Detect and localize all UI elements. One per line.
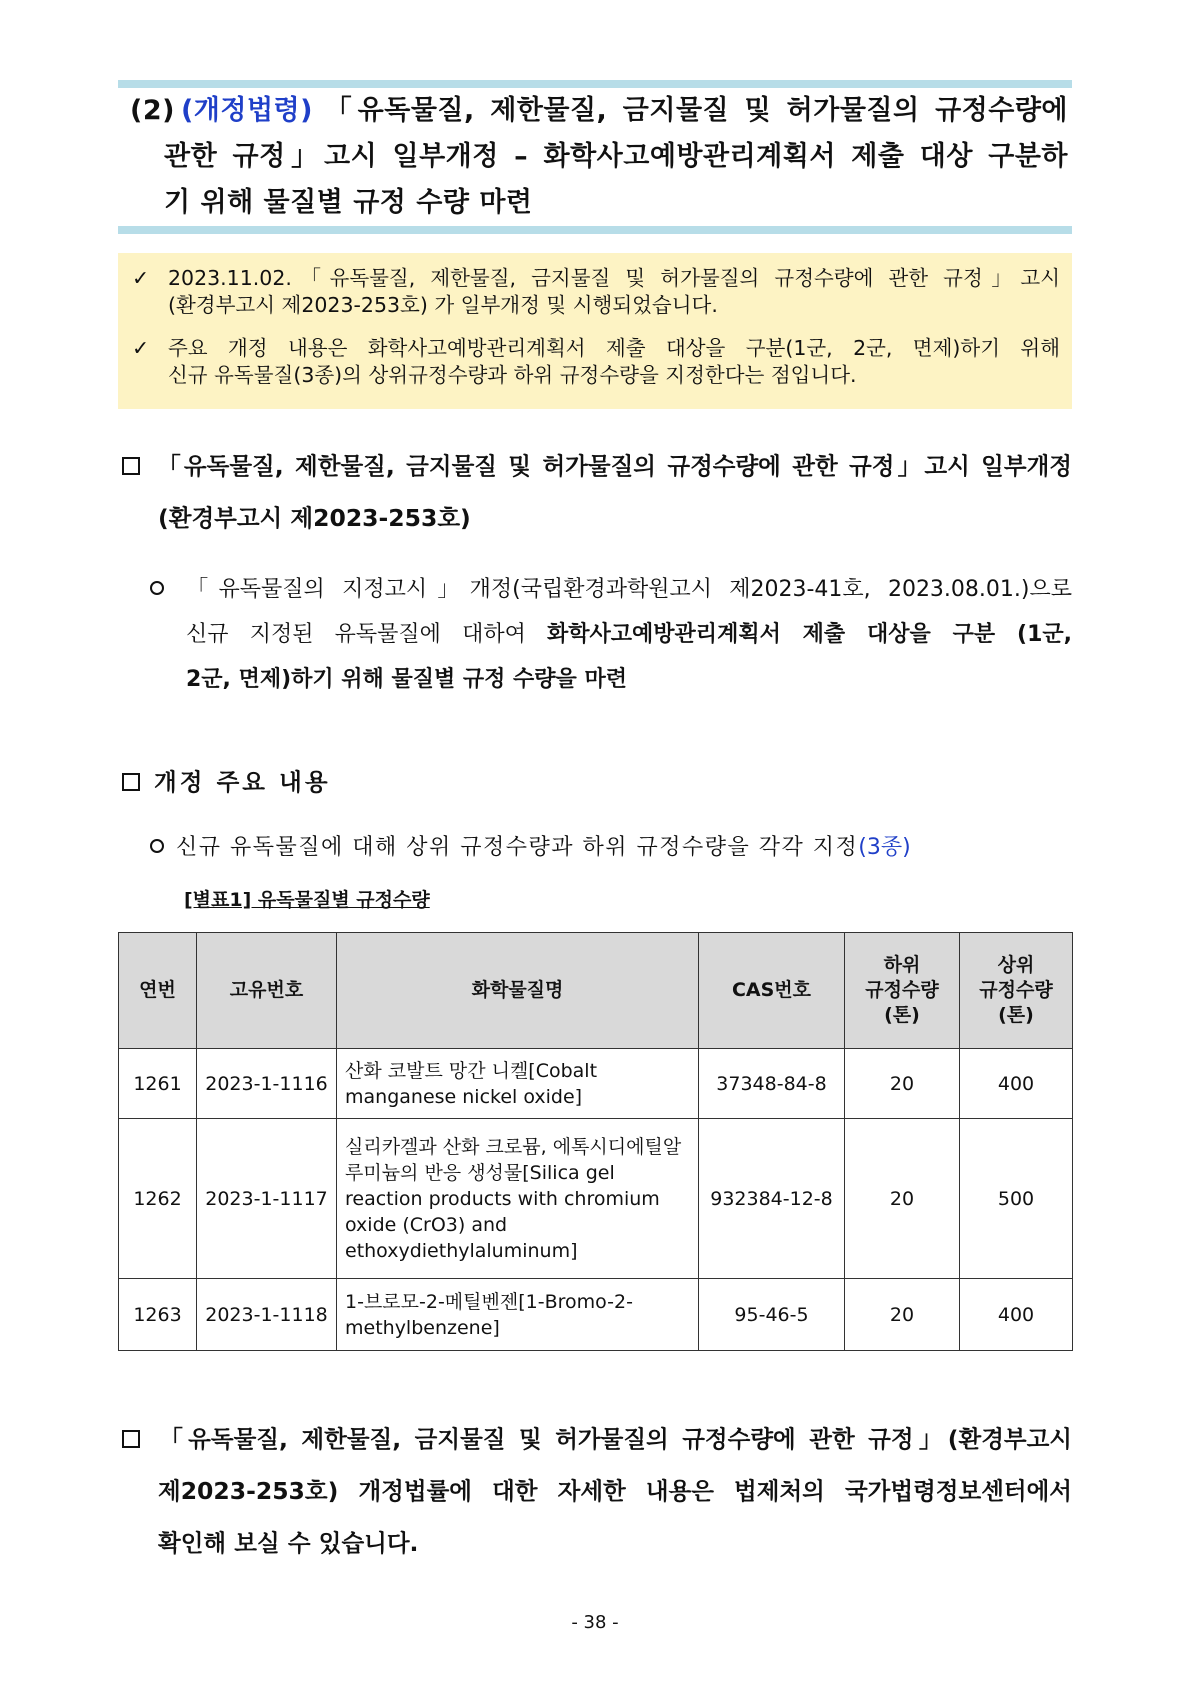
- section-2-heading: [118, 756, 1072, 808]
- col-header-cas: CAS번호: [699, 933, 845, 1049]
- section-1-heading: [118, 440, 1072, 544]
- cell-cas: 932384-12-8: [699, 1119, 845, 1279]
- heading-bottom-bar: [118, 226, 1072, 234]
- para1-line1: 「유독물질의 지정고시」개정(국립환경과학원고시 제2023-41호, 2023.08.01.)으로: [176, 577, 1072, 602]
- para1-line2-bold: 화학사고예방관리계획서 제출 대상을 구분 (1군,: [547, 622, 1072, 647]
- section-3-heading: [118, 1413, 1072, 1569]
- col-header-lower-3: (톤): [884, 1004, 920, 1026]
- heading-title: [130, 88, 1068, 226]
- col-header-upper-1: 상위: [997, 954, 1035, 976]
- cell-no: 1261: [119, 1049, 197, 1119]
- col-header-lower-1: 하위: [883, 954, 921, 976]
- circle-bullet-icon: [150, 839, 164, 853]
- table-row: [119, 1049, 1073, 1119]
- heading-line-2: 관한 규정」고시 일부개정 – 화학사고예방관리계획서 제출 대상 구분하: [164, 141, 1068, 172]
- section3-line1: 「유독물질, 제한물질, 금지물질 및 허가물질의 규정수량에 관한 규정」(환경부고시: [154, 1425, 1072, 1453]
- para2-text: 신규 유독물질에 대해 상위 규정수량과 하위 규정수량을 각각 지정: [176, 835, 859, 860]
- cell-no: 1263: [119, 1279, 197, 1351]
- summary-item2-line2: 신규 유독물질(3종)의 상위규정수량과 하위 규정수량을 지정한다는 점입니다.: [168, 363, 857, 387]
- heading-number: (2): [130, 95, 175, 126]
- checkbox-square-icon: [122, 457, 140, 475]
- cell-id: 2023-1-1118: [197, 1279, 337, 1351]
- summary-item2-line1: 주요 개정 내용은 화학사고예방관리계획서 제출 대상을 구분(1군, 2군, 면제)하기 위해: [168, 336, 1060, 360]
- heading-line-1: [130, 88, 1068, 134]
- cell-lower: 20: [845, 1049, 960, 1119]
- summary-box: [118, 253, 1072, 409]
- section2-title: 개정 주요 내용: [154, 768, 331, 796]
- cell-cas: 37348-84-8: [699, 1049, 845, 1119]
- heading-top-bar: [118, 80, 1072, 88]
- section3-line3: 확인해 보실 수 있습니다.: [158, 1529, 419, 1557]
- col-header-id: 고유번호: [197, 933, 337, 1049]
- col-header-upper: [960, 933, 1073, 1049]
- summary-item-1: [132, 265, 1060, 319]
- cell-lower: 20: [845, 1279, 960, 1351]
- section1-line1: 「유독물질, 제한물질, 금지물질 및 허가물질의 규정수량에 관한 규정」고시 일부개정: [154, 452, 1072, 480]
- section1-line2: (환경부고시 제2023-253호): [158, 504, 471, 532]
- para1-line3-bold: 2군, 면제)하기 위해 물질별 규정 수량을 마련: [186, 667, 627, 692]
- table-header-row: [119, 933, 1073, 1049]
- cell-upper: 500: [960, 1119, 1073, 1279]
- cell-name: 1-브로모-2-메틸벤젠[1-Bromo-2-methylbenzene]: [337, 1279, 699, 1351]
- summary-item1-line2: (환경부고시 제2023-253호) 가 일부개정 및 시행되었습니다.: [168, 293, 718, 317]
- cell-cas: 95-46-5: [699, 1279, 845, 1351]
- checkbox-square-icon: [122, 1430, 140, 1448]
- cell-id: 2023-1-1116: [197, 1049, 337, 1119]
- paragraph-2: [148, 825, 1072, 870]
- cell-upper: 400: [960, 1049, 1073, 1119]
- cell-no: 1262: [119, 1119, 197, 1279]
- summary-item-2: [132, 335, 1060, 389]
- col-header-name: 화학물질명: [337, 933, 699, 1049]
- col-header-upper-2: 규정수량: [979, 979, 1053, 1001]
- cell-lower: 20: [845, 1119, 960, 1279]
- heading-line-3: 기 위해 물질별 규정 수량 마련: [164, 187, 533, 218]
- cell-id: 2023-1-1117: [197, 1119, 337, 1279]
- cell-name: 실리카겔과 산화 크로뮴, 에톡시디에틸알루미늄의 반응 생성물[Silica gel reaction products with chromium oxide (CrO3) and ethoxydiethylaluminum]: [337, 1119, 699, 1279]
- table-row: [119, 1119, 1073, 1279]
- checkbox-square-icon: [122, 773, 140, 791]
- section3-line2: 제2023-253호) 개정법률에 대한 자세한 내용은 법제처의 국가법령정보센터에서: [158, 1477, 1072, 1505]
- heading-tag: (개정법령): [180, 95, 313, 126]
- col-header-lower-2: 규정수량: [865, 979, 939, 1001]
- heading-line1-text: 「유독물질, 제한물질, 금지물질 및 허가물질의 규정수량에: [318, 95, 1068, 126]
- cell-name: 산화 코발트 망간 니켈[Cobalt manganese nickel oxide]: [337, 1049, 699, 1119]
- para1-line2-plain: 신규 지정된 유독물질에 대하여: [186, 622, 548, 647]
- col-header-lower: [845, 933, 960, 1049]
- col-header-no: 연번: [119, 933, 197, 1049]
- substance-table: [118, 932, 1073, 1351]
- paragraph-1: [148, 567, 1072, 702]
- cell-upper: 400: [960, 1279, 1073, 1351]
- col-header-upper-3: (톤): [998, 1004, 1034, 1026]
- page-number: - 38 -: [571, 1612, 619, 1633]
- check-icon: ✓: [132, 336, 150, 360]
- check-icon: ✓: [132, 266, 150, 290]
- para2-highlight: (3종): [858, 835, 911, 860]
- table-row: [119, 1279, 1073, 1351]
- table-caption: [별표1] 유독물질별 규정수량: [184, 889, 430, 911]
- circle-bullet-icon: [150, 581, 164, 595]
- summary-item1-line1: 2023.11.02.「유독물질, 제한물질, 금지물질 및 허가물질의 규정수량에 관한 규정」고시: [168, 266, 1060, 290]
